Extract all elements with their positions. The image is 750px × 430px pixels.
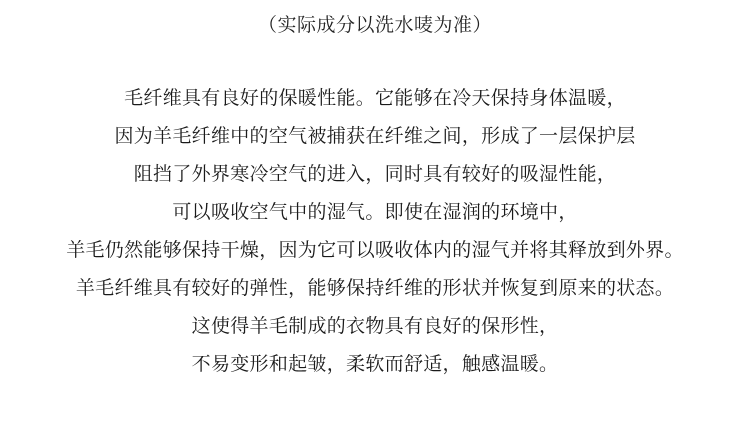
text-line: 因为羊毛纤维中的空气被捕获在纤维之间，形成了一层保护层 bbox=[114, 125, 636, 147]
text-line: 阻挡了外界寒冷空气的进入，同时具有较好的吸湿性能， bbox=[133, 163, 617, 185]
description-text bbox=[0, 85, 750, 389]
text-line: 羊毛纤维具有较好的弹性，能够保持纤维的形状并恢复到原来的状态。 bbox=[75, 277, 675, 299]
text-line: 这使得羊毛制成的衣物具有良好的保形性， bbox=[191, 315, 559, 337]
text-line: 毛纤维具有良好的保暖性能。它能够在冷天保持身体温暖， bbox=[124, 87, 626, 109]
composition-note: （实际成分以洗水唛为准） bbox=[257, 14, 492, 36]
text-line: 羊毛仍然能够保持干燥，因为它可以吸收体内的湿气并将其释放到外界。 bbox=[66, 239, 684, 261]
text-line: 可以吸收空气中的湿气。即使在湿润的环境中， bbox=[172, 201, 578, 223]
text-line: 不易变形和起皱，柔软而舒适，触感温暖。 bbox=[191, 353, 559, 375]
